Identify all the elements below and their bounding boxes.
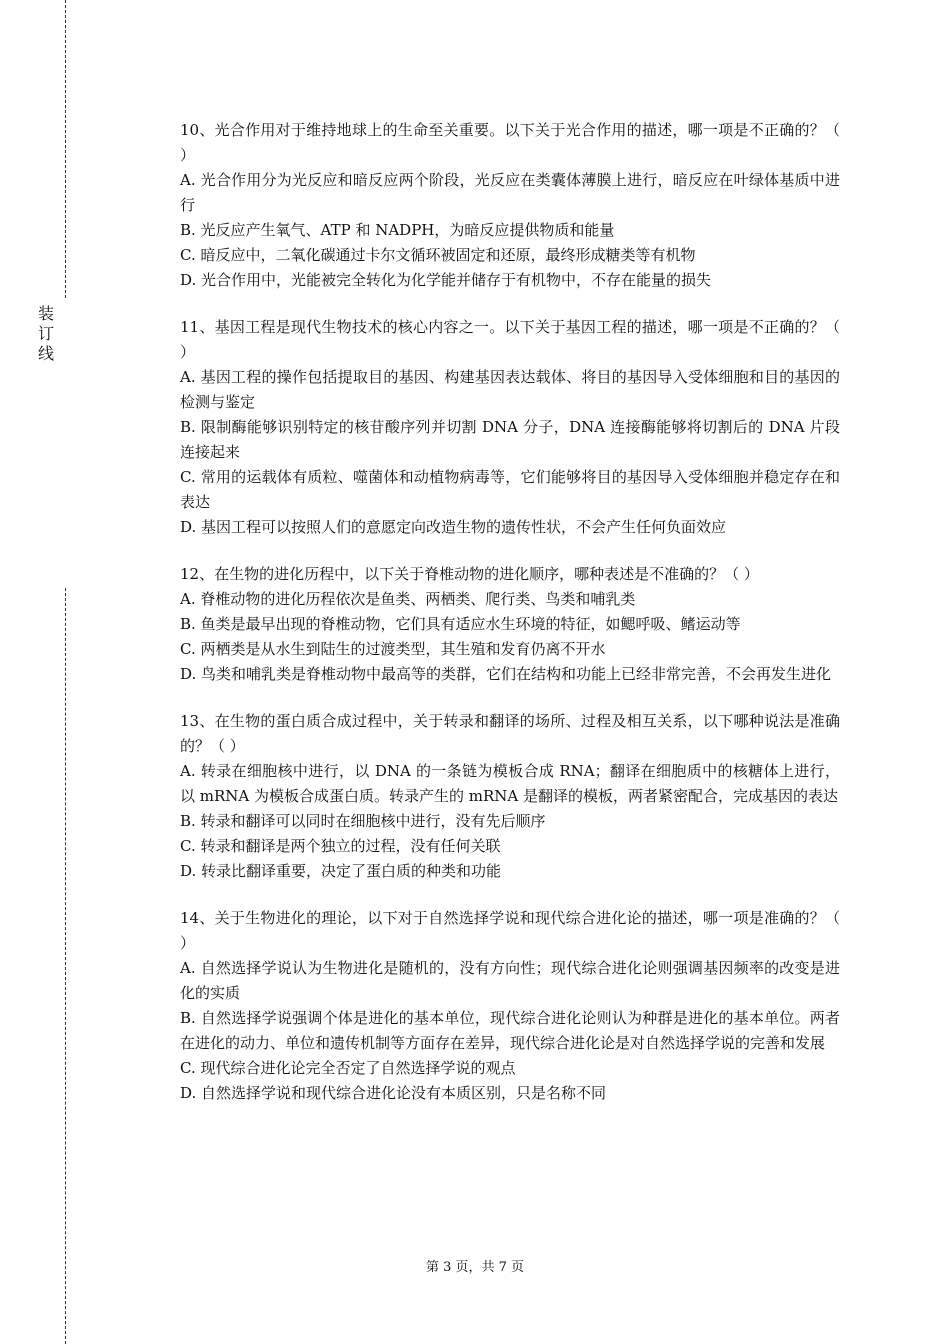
binding-dashed-line-bottom bbox=[65, 588, 66, 1344]
question-14 bbox=[180, 906, 840, 1106]
option-a: A. 转录在细胞核中进行，以 DNA 的一条链为模板合成 RNA；翻译在细胞质中的核糖体上进行，以 mRNA 为模板合成蛋白质。转录产生的 mRNA 是翻译的模板，两者紧密配合，完成基因的表达 bbox=[180, 762, 840, 805]
option-d: D. 光合作用中，光能被完全转化为化学能并储存于有机物中，不存在能量的损失 bbox=[180, 271, 712, 289]
binding-line-label bbox=[36, 304, 56, 364]
question-12 bbox=[180, 562, 840, 687]
option-b: B. 鱼类是最早出现的脊椎动物，它们具有适应水生环境的特征，如鳃呼吸、鳍运动等 bbox=[180, 615, 741, 633]
option-a: A. 光合作用分为光反应和暗反应两个阶段，光反应在类囊体薄膜上进行，暗反应在叶绿体基质中进行 bbox=[180, 171, 840, 214]
binding-char: 线 bbox=[37, 344, 54, 363]
question-stem: 10、光合作用对于维持地球上的生命至关重要。以下关于光合作用的描述，哪一项是不正确的？（ ） bbox=[180, 121, 840, 164]
option-b: B. 自然选择学说强调个体是进化的基本单位，现代综合进化论则认为种群是进化的基本单位。两者在进化的动力、单位和遗传机制等方面存在差异，现代综合进化论是对自然选择学说的完善和发展 bbox=[180, 1009, 840, 1052]
question-stem: 12、在生物的进化历程中，以下关于脊椎动物的进化顺序，哪种表述是不准确的？（ ） bbox=[180, 565, 759, 583]
question-stem: 11、基因工程是现代生物技术的核心内容之一。以下关于基因工程的描述，哪一项是不正确的？（ ） bbox=[180, 318, 840, 361]
question-stem: 14、关于生物进化的理论，以下对于自然选择学说和现代综合进化论的描述，哪一项是准确的？（ ） bbox=[180, 909, 840, 952]
page-number-footer: 第 3 页，共 7 页 bbox=[425, 1260, 525, 1275]
option-c: C. 暗反应中，二氧化碳通过卡尔文循环被固定和还原，最终形成糖类等有机物 bbox=[180, 246, 696, 264]
option-d: D. 转录比翻译重要，决定了蛋白质的种类和功能 bbox=[180, 862, 502, 880]
binding-dashed-line-top bbox=[65, 0, 66, 298]
option-c: C. 现代综合进化论完全否定了自然选择学说的观点 bbox=[180, 1059, 516, 1077]
question-13 bbox=[180, 709, 840, 884]
option-b: B. 转录和翻译可以同时在细胞核中进行，没有先后顺序 bbox=[180, 812, 546, 830]
option-a: A. 自然选择学说认为生物进化是随机的，没有方向性；现代综合进化论则强调基因频率的改变是进化的实质 bbox=[180, 959, 840, 1002]
option-b: B. 光反应产生氧气、ATP 和 NADPH，为暗反应提供物质和能量 bbox=[180, 221, 615, 239]
binding-char: 订 bbox=[37, 324, 54, 343]
option-a: A. 基因工程的操作包括提取目的基因、构建基因表达载体、将目的基因导入受体细胞和目的基因的检测与鉴定 bbox=[180, 368, 840, 411]
option-a: A. 脊椎动物的进化历程依次是鱼类、两栖类、爬行类、鸟类和哺乳类 bbox=[180, 590, 636, 608]
exam-content bbox=[180, 118, 840, 1128]
option-d: D. 基因工程可以按照人们的意愿定向改造生物的遗传性状，不会产生任何负面效应 bbox=[180, 518, 727, 536]
question-10 bbox=[180, 118, 840, 293]
option-c: C. 两栖类是从水生到陆生的过渡类型，其生殖和发育仍离不开水 bbox=[180, 640, 606, 658]
question-11 bbox=[180, 315, 840, 540]
option-b: B. 限制酶能够识别特定的核苷酸序列并切割 DNA 分子，DNA 连接酶能够将切割后的 DNA 片段连接起来 bbox=[180, 418, 840, 461]
binding-char: 装 bbox=[37, 304, 54, 323]
question-stem: 13、在生物的蛋白质合成过程中，关于转录和翻译的场所、过程及相互关系，以下哪种说法是准确的？（ ） bbox=[180, 712, 840, 755]
option-d: D. 鸟类和哺乳类是脊椎动物中最高等的类群，它们在结构和功能上已经非常完善，不会再发生进化 bbox=[180, 665, 832, 683]
option-c: C. 转录和翻译是两个独立的过程，没有任何关联 bbox=[180, 837, 501, 855]
option-c: C. 常用的运载体有质粒、噬菌体和动植物病毒等，它们能够将目的基因导入受体细胞并稳定存在和表达 bbox=[180, 468, 840, 511]
option-d: D. 自然选择学说和现代综合进化论没有本质区别，只是名称不同 bbox=[180, 1084, 607, 1102]
